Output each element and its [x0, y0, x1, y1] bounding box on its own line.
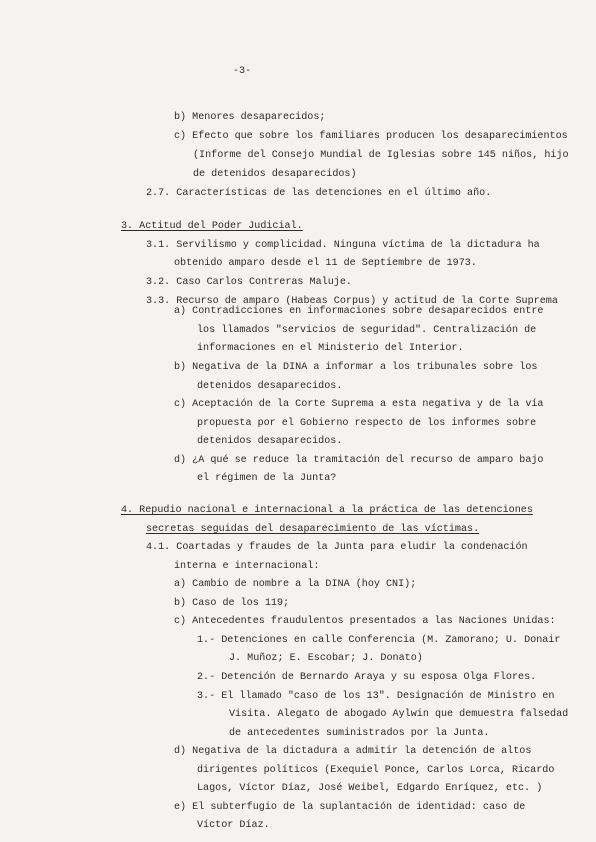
text-line: los llamados "servicios de seguridad". Centralización de: [197, 325, 537, 336]
text-line: el régimen de la Junta?: [197, 473, 337, 484]
text-line: detenidos desaparecidos.: [197, 381, 343, 392]
text-line: b) Caso de los 119;: [174, 598, 290, 609]
text-line: d) Negativa de la dictadura a admitir la detención de altos: [174, 746, 532, 757]
section-heading-continuation: [146, 524, 479, 536]
section-heading-text: 3. Actitud del Poder Judicial.: [121, 221, 303, 232]
text-line: a) Contradicciones en informaciones sobre desaparecidos entre: [174, 306, 544, 317]
text-line: c) Efecto que sobre los familiares producen los desaparecimientos: [174, 131, 568, 142]
text-line: b) Negativa de la DINA a informar a los tribunales sobre los: [174, 362, 538, 373]
page-number: -3-: [233, 66, 252, 77]
section-heading: [121, 505, 533, 517]
text-line: 2.7. Características de las detenciones en el último año.: [146, 188, 492, 199]
text-line: 4.1. Coartadas y fraudes de la Junta para eludir la condenación: [146, 542, 528, 553]
text-line: informaciones en el Ministerio del Interior.: [197, 343, 464, 354]
text-line: a) Cambio de nombre a la DINA (hoy CNI);: [174, 579, 417, 590]
text-line: Visita. Alegato de abogado Aylwin que demuestra falsedad: [229, 709, 569, 720]
section-heading-text: secretas seguidas del desaparecimiento de las víctimas.: [146, 524, 480, 535]
text-line: b) Menores desaparecidos;: [174, 112, 326, 123]
text-line: 3.3. Recurso de amparo (Habeas Corpus) y actitud de la Corte Suprema: [146, 296, 558, 307]
text-line: c) Aceptación de la Corte Suprema a esta negativa y de la vía: [174, 399, 544, 410]
text-line: 3.- El llamado "caso de los 13". Designación de Ministro en: [197, 691, 555, 702]
text-line: (Informe del Consejo Mundial de Iglesias sobre 145 niños, hijo: [193, 150, 569, 161]
text-line: detenidos desaparecidos.: [197, 436, 343, 447]
text-line: J. Muñoz; E. Escobar; J. Donato): [229, 653, 423, 664]
text-line: d) ¿A qué se reduce la tramitación del recurso de amparo bajo: [174, 455, 544, 466]
text-line: Lagos, Víctor Díaz, José Weibel, Edgardo Enríquez, etc. ): [197, 783, 543, 794]
text-line: propuesta por el Gobierno respecto de los informes sobre: [197, 418, 537, 429]
text-line: Víctor Díaz.: [197, 820, 270, 831]
text-line: c) Antecedentes fraudulentos presentados a las Naciones Unidas:: [174, 616, 556, 627]
text-line: obtenido amparo desde el 11 de Septiembre de 1973.: [174, 258, 477, 269]
text-line: dirigentes políticos (Exequiel Ponce, Carlos Lorca, Ricardo: [197, 765, 555, 776]
text-line: de detenidos desaparecidos): [193, 169, 357, 180]
text-line: 3.2. Caso Carlos Contreras Maluje.: [146, 277, 352, 288]
text-line: 3.1. Servilismo y complicidad. Ninguna víctima de la dictadura ha: [146, 240, 540, 251]
text-line: interna e internacional:: [174, 561, 320, 572]
section-heading-text: 4. Repudio nacional e internacional a la práctica de las detenciones: [121, 505, 533, 516]
section-heading: [121, 221, 303, 233]
text-line: e) El subterfugio de la suplantación de identidad: caso de: [174, 802, 526, 813]
text-line: de antecedentes suministrados por la Junta.: [229, 728, 490, 739]
text-line: 2.- Detención de Bernardo Araya y su esposa Olga Flores.: [197, 672, 537, 683]
text-line: 1.- Detenciones en calle Conferencia (M. Zamorano; U. Donair: [197, 635, 561, 646]
